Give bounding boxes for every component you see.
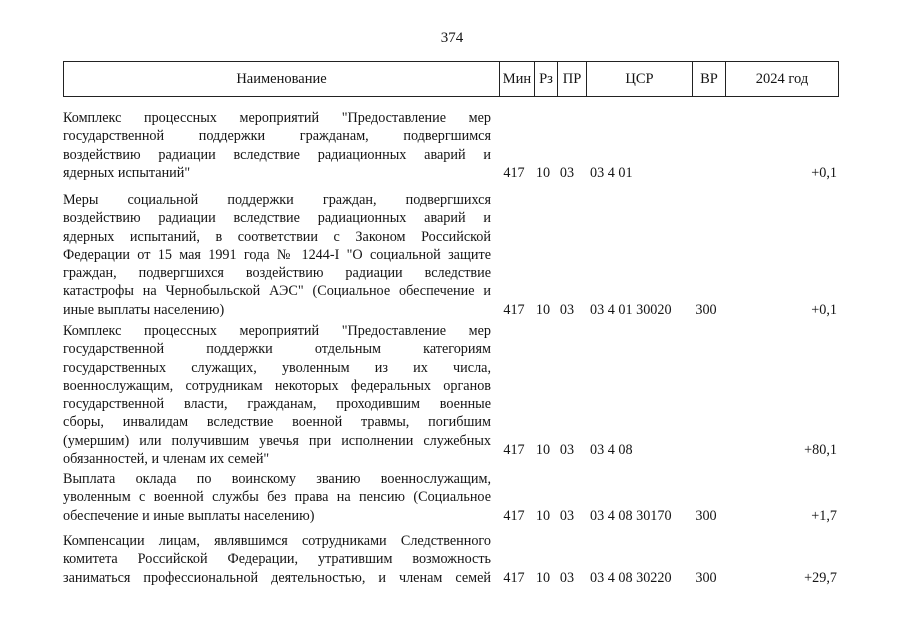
row-pr: 03	[559, 569, 575, 586]
header-name: Наименование	[236, 71, 327, 87]
header-rz: Рз	[534, 62, 557, 96]
row-vr: 300	[695, 301, 717, 318]
row-amount: +29,7	[804, 569, 837, 586]
header-pr: ПР	[557, 62, 586, 96]
row-min: 417	[503, 301, 525, 318]
row-rz: 10	[535, 164, 551, 181]
row-amount: +80,1	[804, 442, 837, 459]
row-amount: +1,7	[811, 507, 837, 524]
row-name: Выплата оклада по воинскому званию военнослужащим, уволенным с военной службы без права на пенсию (Социальное обеспечение и иные выплаты населению)	[63, 471, 491, 524]
header-csr: ЦСР	[586, 62, 692, 96]
row-pr: 03	[559, 442, 575, 459]
row-amount: +0,1	[811, 164, 837, 181]
row-name: Меры социальной поддержки граждан, подвергшихся воздействию радиации вследствие радиационных аварий и ядерных испытаний, в соответствии с Законом Российской Федерации от 15 мая 1991 года № 1244-I "О социальной защите граждан, подвергшихся воздействию радиации вследствие катастрофы на Чернобыльской АЭС" (Социальное обеспечение и иные выплаты населению)	[63, 192, 491, 318]
row-min: 417	[503, 442, 525, 459]
row-csr: 03 4 01 30020	[590, 301, 672, 318]
table-header	[63, 61, 839, 97]
row-rz: 10	[535, 507, 551, 524]
row-pr: 03	[559, 301, 575, 318]
row-csr: 03 4 08 30220	[590, 569, 672, 586]
row-rz: 10	[535, 301, 551, 318]
header-min: Мин	[499, 62, 534, 96]
row-pr: 03	[559, 507, 575, 524]
row-csr: 03 4 08 30170	[590, 507, 672, 524]
row-name: Комплекс процессных мероприятий "Предоставление мер государственной поддержки отдельным категориям государственных служащих, уволенным из их числа, военнослужащим, сотрудникам некоторых федеральных органов государственной власти, гражданам, проходившим военные сборы, инвалидам вследствие военной травмы, погибшим (умершим) или получившим увечья при исполнении служебных обязанностей, и членам их семей"	[63, 323, 491, 468]
row-csr: 03 4 08	[590, 442, 633, 459]
row-amount: +0,1	[811, 301, 837, 318]
row-min: 417	[503, 164, 525, 181]
row-min: 417	[503, 507, 525, 524]
page-number: 374	[440, 30, 464, 46]
row-min: 417	[503, 569, 525, 586]
row-name: Компенсации лицам, являвшимся сотрудниками Следственного комитета Российской Федерации, утратившим возможность заниматься профессиональной деятельностью, и членам семей	[63, 533, 491, 586]
row-csr: 03 4 01	[590, 164, 633, 181]
row-rz: 10	[535, 442, 551, 459]
row-rz: 10	[535, 569, 551, 586]
header-vr: ВР	[692, 62, 725, 96]
header-year: 2024 год	[725, 62, 838, 96]
row-vr: 300	[695, 569, 717, 586]
row-pr: 03	[559, 164, 575, 181]
row-name: Комплекс процессных мероприятий "Предоставление мер государственной поддержки гражданам, подвергшимся воздействию радиации вследствие радиационных аварий и ядерных испытаний"	[63, 110, 491, 181]
row-vr: 300	[695, 507, 717, 524]
